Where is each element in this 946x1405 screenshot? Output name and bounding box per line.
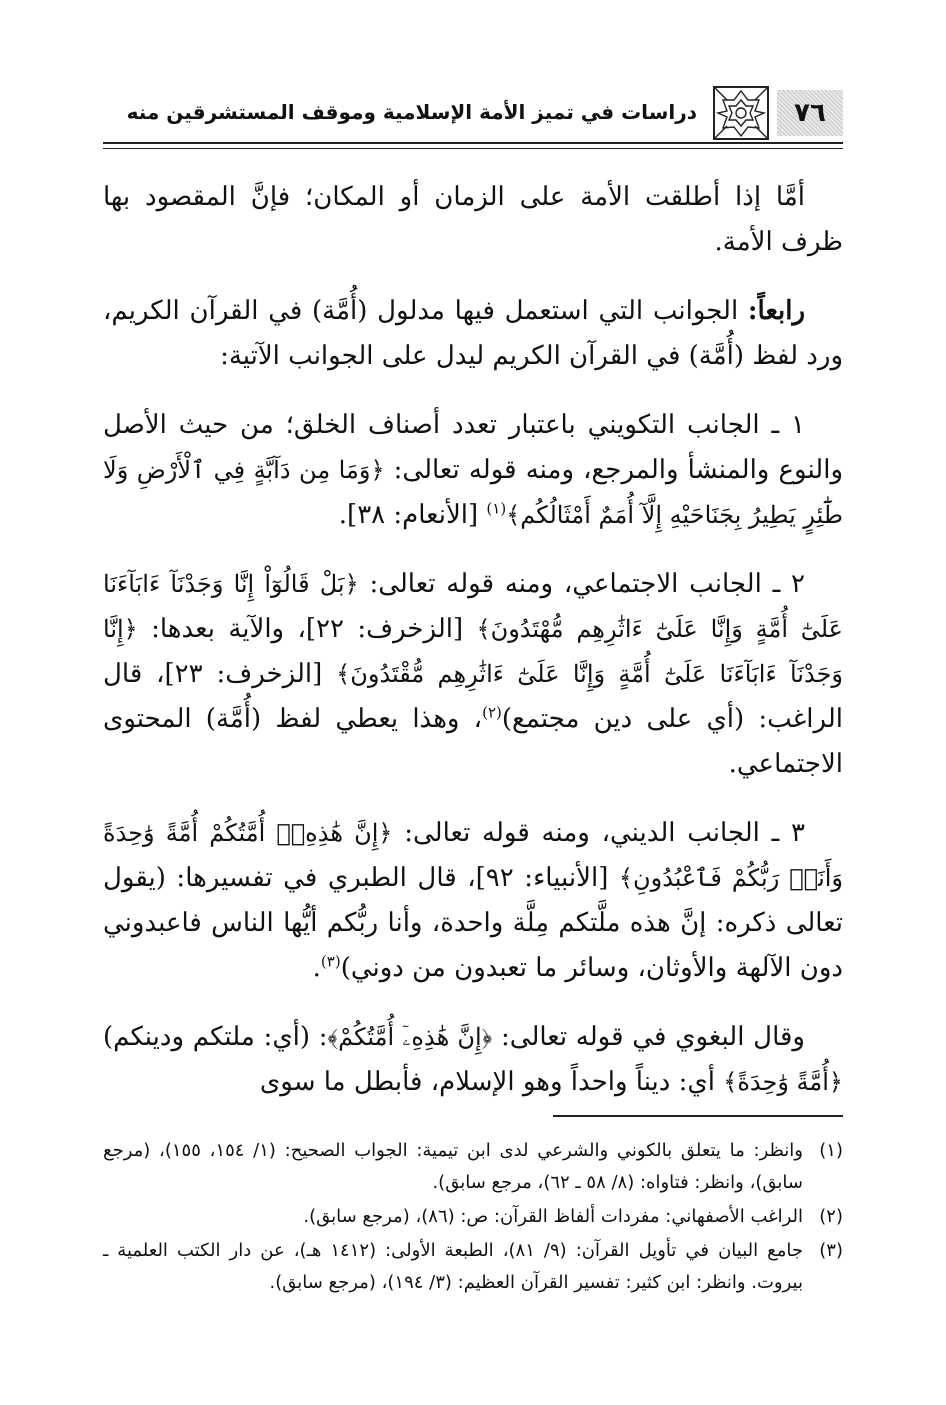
footnote-text: جامع البيان في تأويل القرآن: (٩/ ٨١)، الطبعة الأولى: (١٤١٢ هـ)، عن دار الكتب العلمية ـ بيروت. وانظر: ابن كثير: تفسير القرآن العظيم: (٣/ ١٩٤)، (مرجع سابق). bbox=[103, 1240, 803, 1293]
running-title: دراسات في تميز الأمة الإسلامية وموقف المستشرقين منه bbox=[126, 100, 697, 124]
footnote-number: (٢) bbox=[819, 1206, 843, 1227]
section-lead: رابعاً: bbox=[747, 296, 805, 326]
footnote-ref: (٢) bbox=[482, 703, 502, 722]
page-number: ٧٦ bbox=[777, 90, 843, 136]
quran-verse: ﴿إِنَّ هَٰذِهِۦٓ أُمَّتُكُمْ﴾ bbox=[327, 1023, 493, 1051]
footnote bbox=[103, 1135, 843, 1199]
footnote-ref: (٣) bbox=[320, 952, 341, 971]
footnote bbox=[103, 1201, 843, 1233]
header-rule bbox=[103, 142, 843, 144]
paragraph-5: ٣ ـ الجانب الديني، ومنه قوله تعالى: ﴿إِنَّ هَٰذِهِۦٓ أُمَّتُكُمْ أُمَّةً وَٰحِدَةً وَأَنَا۠ رَبُّكُمْ فَٱعْبُدُونِ﴾ [الأنبياء: ٩٢]، قال الطبري في تفسيرها: (يقول تعالى ذكره: إنَّ هذه ملَّتكم مِلَّة واحدة، وأنا ربُّكم أيُّها الناس فاعبدوني دون الآلهة والأوثان، وسائر ما تعبدون من دوني)$^{(٣)}$. bbox=[103, 818, 844, 983]
page-header bbox=[103, 86, 843, 144]
footnote bbox=[103, 1235, 843, 1299]
ornament-icon bbox=[713, 86, 769, 140]
main-text bbox=[103, 175, 843, 1129]
footnotes bbox=[103, 1135, 843, 1301]
footnote-rule bbox=[553, 1115, 843, 1117]
footnote-text: الراغب الأصفهاني: مفردات ألفاظ القرآن: ص: (٨٦)، (مرجع سابق). bbox=[303, 1206, 803, 1227]
paragraph-3: ١ ـ الجانب التكويني باعتبار تعدد أصناف الخلق؛ من حيث الأصل والنوع والمنشأ والمرجع، ومنه قوله تعالى: ﴿وَمَا مِن دَآبَّةٍ فِي ٱلْأَرْضِ وَلَا طَٰٓئِرٍ يَطِيرُ بِجَنَاحَيْهِ إِلَّآ أُمَمٌ أَمْثَالُكُم﴾$^{(١)}$ [الأنعام: ٣٨]. bbox=[103, 410, 843, 530]
quran-verse: ﴿بَلْ قَالُوٓاْ إِنَّا وَجَدْنَآ ءَابَآءَنَا عَلَىٰٓ أُمَّةٍ وَإِنَّا عَلَىٰٓ ءَاثَٰرِهِم مُّهْتَدُونَ﴾ bbox=[103, 570, 844, 643]
quran-verse: ﴿إِنَّا وَجَدْنَآ ءَابَآءَنَا عَلَىٰٓ أُمَّةٍ وَإِنَّا عَلَىٰٓ ءَاثَٰرِهِم مُّقْتَدُونَ﴾ bbox=[103, 615, 844, 688]
paragraph-2: رابعاً: الجوانب التي استعمل فيها مدلول (أُمَّة) في القرآن الكريم، ورد لفظ (أُمَّة) في القرآن الكريم ليدل على الجوانب الآتية: bbox=[103, 296, 843, 371]
quran-verse: ﴿أُمَّةً وَٰحِدَةً﴾ bbox=[723, 1068, 843, 1096]
quran-verse: ﴿وَمَا مِن دَآبَّةٍ فِي ٱلْأَرْضِ وَلَا طَٰٓئِرٍ يَطِيرُ بِجَنَاحَيْهِ إِلَّآ أُمَمٌ أَمْثَالُكُم﴾ bbox=[103, 456, 843, 529]
quran-verse: ﴿إِنَّ هَٰذِهِۦٓ أُمَّتُكُمْ أُمَّةً وَٰحِدَةً وَأَنَا۠ رَبُّكُمْ فَٱعْبُدُونِ﴾ bbox=[103, 819, 844, 892]
footnote-text: وانظر: ما يتعلق بالكوني والشرعي لدى ابن تيمية: الجواب الصحيح: (١/ ١٥٤، ١٥٥)، (مرجع سابق)، وانظر: فتاواه: (٨/ ٥٨ ـ ٦٢)، مرجع سابق). bbox=[103, 1140, 803, 1193]
header-rule-thin bbox=[103, 148, 843, 149]
footnote-number: (١) bbox=[819, 1140, 843, 1161]
paragraph-4: ٢ ـ الجانب الاجتماعي، ومنه قوله تعالى: ﴿بَلْ قَالُوٓاْ إِنَّا وَجَدْنَآ ءَابَآءَنَا عَلَىٰٓ أُمَّةٍ وَإِنَّا عَلَىٰٓ ءَاثَٰرِهِم مُّهْتَدُونَ﴾ [الزخرف: ٢٢]، والآية بعدها: ﴿إِنَّا وَجَدْنَآ ءَابَآءَنَا عَلَىٰٓ أُمَّةٍ وَإِنَّا عَلَىٰٓ ءَاثَٰرِهِم مُّقْتَدُونَ﴾ [الزخرف: ٢٣]، قال الراغب: (أي على دين مجتمع)$^{(٢)}$، وهذا يعطي لفظ (أُمَّة) المحتوى الاجتماعي. bbox=[103, 569, 844, 779]
footnote-ref: (١) bbox=[486, 499, 507, 518]
paragraph-1: أمَّا إذا أطلقت الأمة على الزمان أو المكان؛ فإنَّ المقصود بها ظرف الأمة. bbox=[103, 182, 843, 257]
paragraph-6: وقال البغوي في قوله تعالى: ﴿إِنَّ هَٰذِهِۦٓ أُمَّتُكُمْ﴾: (أي: ملتكم ودينكم) ﴿أُمَّةً وَٰحِدَةً﴾ أي: ديناً واحداً وهو الإسلام، فأبطل ما سوى bbox=[103, 1022, 843, 1097]
footnote-number: (٣) bbox=[819, 1240, 843, 1261]
